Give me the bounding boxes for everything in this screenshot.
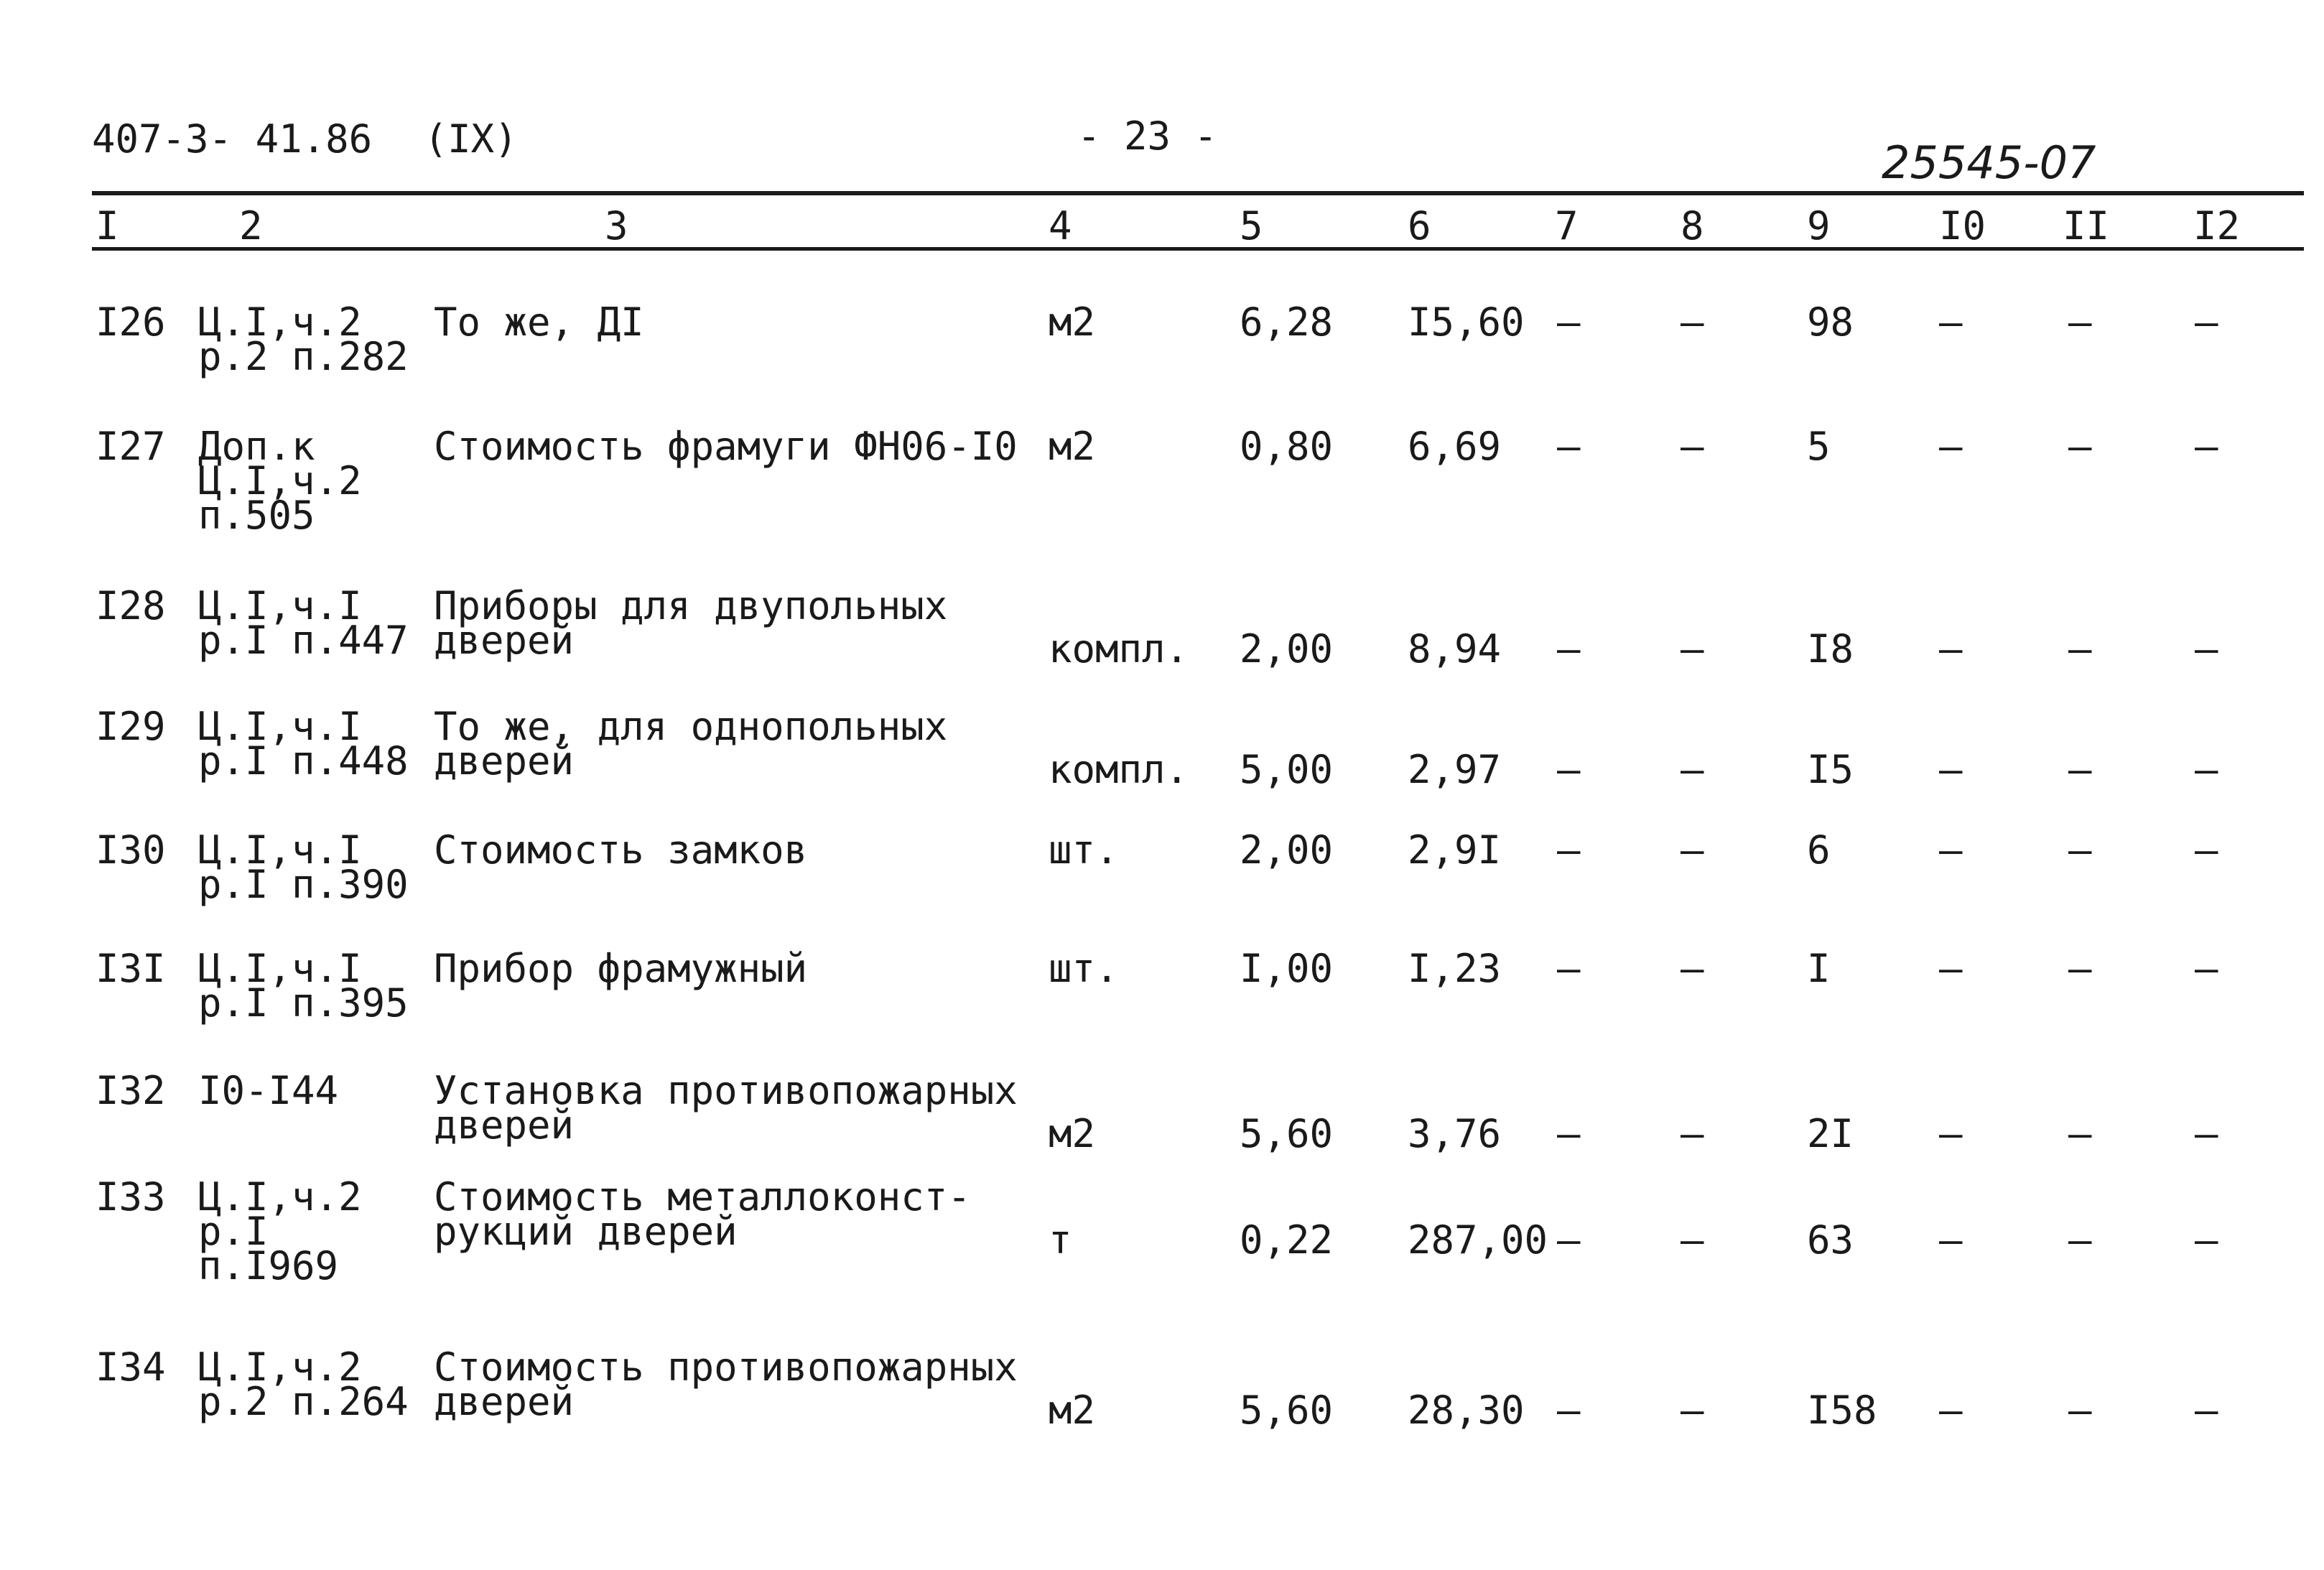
reference-cell: Ц.I,ч.I р.I п.448 (198, 704, 409, 784)
unit-cell: м2 (1049, 1111, 1096, 1156)
column-header: 9 (1807, 203, 1831, 248)
col7-cell: – (1557, 747, 1581, 792)
col10-cell: – (1939, 747, 1963, 792)
col11-cell: – (2068, 299, 2092, 345)
col11-cell: – (2068, 626, 2092, 672)
document-code (92, 116, 518, 162)
column-header: 3 (605, 203, 628, 248)
row-number: I3I (96, 946, 166, 991)
col7-cell: – (1557, 1217, 1581, 1263)
work-name-cell: Установка противопожарных дверей (434, 1068, 1018, 1148)
total-cost-cell: I (1807, 946, 1831, 991)
unit-cost-cell: 6,69 (1408, 424, 1502, 469)
col10-cell: – (1939, 1217, 1963, 1263)
column-header: 7 (1555, 203, 1579, 248)
total-cost-cell: I58 (1807, 1388, 1877, 1433)
total-cost-cell: 2I (1807, 1111, 1854, 1156)
reference-cell: Ц.I,ч.2 р.2 п.264 (198, 1344, 409, 1424)
unit-cost-cell: 8,94 (1408, 626, 1502, 672)
quantity-cell: 5,60 (1240, 1111, 1334, 1156)
column-header: I0 (1939, 203, 1986, 248)
reference-cell: Ц.I,ч.2 р.I п.I969 (198, 1174, 362, 1288)
unit-cell: шт. (1049, 946, 1119, 991)
col8-cell: – (1681, 827, 1704, 873)
unit-cost-cell: 2,97 (1408, 747, 1502, 792)
col7-cell: – (1557, 626, 1581, 672)
col8-cell: – (1681, 1111, 1704, 1156)
reference-cell: Доп.к Ц.I,ч.2 п.505 (198, 424, 362, 538)
col12-cell: – (2195, 626, 2218, 672)
total-cost-cell: 98 (1807, 299, 1854, 345)
col12-cell: – (2195, 299, 2218, 345)
reference-cell: Ц.I,ч.I р.I п.447 (198, 583, 409, 663)
unit-cost-cell: 2,9I (1408, 827, 1502, 873)
col7-cell: – (1557, 424, 1581, 469)
col7-cell: – (1557, 1111, 1581, 1156)
total-cost-cell: 5 (1807, 424, 1831, 469)
col10-cell: – (1939, 946, 1963, 991)
col10-cell: – (1939, 1388, 1963, 1433)
col8-cell: – (1681, 626, 1704, 672)
col10-cell: – (1939, 626, 1963, 672)
quantity-cell: 5,00 (1240, 747, 1334, 792)
document-code-number: 407-3- 41.86 (92, 116, 373, 162)
col11-cell: – (2068, 1111, 2092, 1156)
quantity-cell: 2,00 (1240, 626, 1334, 672)
work-name-cell: Приборы для двупольных дверей (434, 583, 948, 663)
col10-cell: – (1939, 827, 1963, 873)
col11-cell: – (2068, 747, 2092, 792)
col11-cell: – (2068, 946, 2092, 991)
work-name-cell: То же, для однопольных дверей (434, 704, 948, 784)
col12-cell: – (2195, 747, 2218, 792)
total-cost-cell: I5 (1807, 747, 1854, 792)
total-cost-cell: 63 (1807, 1217, 1854, 1263)
quantity-cell: 6,28 (1240, 299, 1334, 345)
col11-cell: – (2068, 827, 2092, 873)
reference-cell: Ц.I,ч.I р.I п.395 (198, 946, 409, 1026)
unit-cell: м2 (1049, 424, 1096, 469)
col8-cell: – (1681, 1388, 1704, 1433)
col12-cell: – (2195, 1388, 2218, 1433)
quantity-cell: 2,00 (1240, 827, 1334, 873)
handwritten-number: 25545-07 (1882, 136, 2096, 189)
unit-cost-cell: 287,00 (1408, 1217, 1548, 1263)
reference-cell: Ц.I,ч.I р.I п.390 (198, 827, 409, 907)
col12-cell: – (2195, 424, 2218, 469)
col8-cell: – (1681, 299, 1704, 345)
unit-cost-cell: I,23 (1408, 946, 1502, 991)
unit-cell: м2 (1049, 1388, 1096, 1433)
quantity-cell: 0,22 (1240, 1217, 1334, 1263)
col8-cell: – (1681, 946, 1704, 991)
work-name-cell: Стоимость противопожарных дверей (434, 1344, 1018, 1424)
quantity-cell: 0,80 (1240, 424, 1334, 469)
unit-cost-cell: 28,30 (1408, 1388, 1525, 1433)
total-cost-cell: 6 (1807, 827, 1831, 873)
reference-cell: Ц.I,ч.2 р.2 п.282 (198, 299, 409, 379)
unit-cost-cell: I5,60 (1408, 299, 1525, 345)
unit-cost-cell: 3,76 (1408, 1111, 1502, 1156)
quantity-cell: 5,60 (1240, 1388, 1334, 1433)
col11-cell: – (2068, 1388, 2092, 1433)
row-number: I29 (96, 704, 166, 749)
column-header: 2 (239, 203, 263, 248)
col10-cell: – (1939, 299, 1963, 345)
row-number: I34 (96, 1344, 166, 1390)
col8-cell: – (1681, 1217, 1704, 1263)
column-header: 8 (1681, 203, 1704, 248)
row-number: I32 (96, 1068, 166, 1113)
column-header: 6 (1408, 203, 1431, 248)
top-rule (92, 191, 2304, 195)
col12-cell: – (2195, 1111, 2218, 1156)
row-number: I26 (96, 299, 166, 345)
column-header: II (2063, 203, 2110, 248)
column-header: I (96, 203, 119, 248)
column-header: 5 (1240, 203, 1263, 248)
unit-cell: компл. (1049, 747, 1189, 792)
total-cost-cell: I8 (1807, 626, 1854, 672)
unit-cell: шт. (1049, 827, 1119, 873)
column-header: I2 (2193, 203, 2241, 248)
reference-cell: I0-I44 (198, 1068, 339, 1113)
unit-cell: т (1049, 1217, 1072, 1263)
col12-cell: – (2195, 1217, 2218, 1263)
unit-cell: м2 (1049, 299, 1096, 345)
work-name-cell: Стоимость замков (434, 827, 808, 873)
col12-cell: – (2195, 827, 2218, 873)
work-name-cell: Стоимость фрамуги ФН06-I0 (434, 424, 1018, 469)
col8-cell: – (1681, 424, 1704, 469)
col11-cell: – (2068, 424, 2092, 469)
unit-cell: компл. (1049, 626, 1189, 672)
work-name-cell: Стоимость металлоконст- рукций дверей (434, 1174, 971, 1254)
row-number: I27 (96, 424, 166, 469)
work-name-cell: То же, ДI (434, 299, 644, 345)
document-code-suffix: (IX) (424, 116, 518, 162)
col12-cell: – (2195, 946, 2218, 991)
col7-cell: – (1557, 827, 1581, 873)
col7-cell: – (1557, 946, 1581, 991)
row-number: I30 (96, 827, 166, 873)
row-number: I28 (96, 583, 166, 628)
col11-cell: – (2068, 1217, 2092, 1263)
work-name-cell: Прибор фрамужный (434, 946, 808, 991)
col10-cell: – (1939, 424, 1963, 469)
col7-cell: – (1557, 299, 1581, 345)
col8-cell: – (1681, 747, 1704, 792)
col10-cell: – (1939, 1111, 1963, 1156)
col7-cell: – (1557, 1388, 1581, 1433)
page-number: - 23 - (1077, 113, 1218, 159)
quantity-cell: I,00 (1240, 946, 1334, 991)
row-number: I33 (96, 1174, 166, 1220)
column-header: 4 (1049, 203, 1072, 248)
